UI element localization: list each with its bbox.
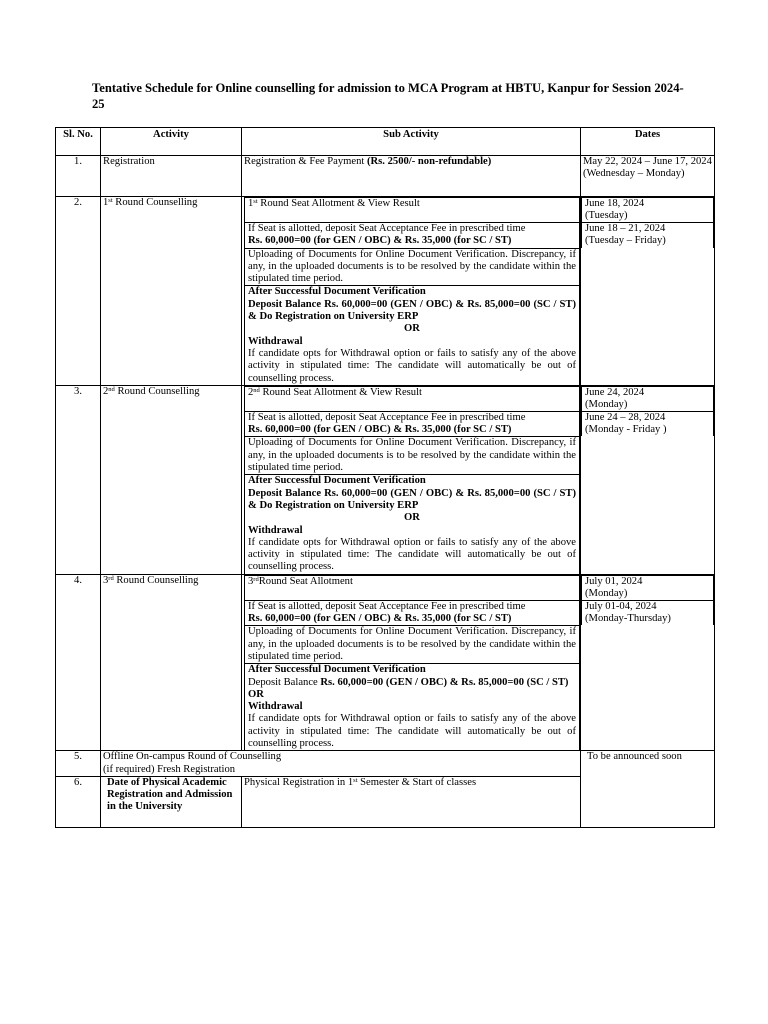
dates-cell	[581, 197, 715, 386]
sub-activity-verification: After Successful Document Verification Deposit Balance Rs. 60,000=00 (GEN / OBC) & Rs. 85,000=00 (SC / ST) & Do Registration on University ERP OR Withdrawal If candidate opts for Withdrawal option or fails to satisfy any of the above activity in stipulated time: The candidate will automatically be out of counselling process.	[244, 475, 580, 574]
sub-activity-cell	[242, 156, 581, 197]
dates-cell	[581, 385, 715, 574]
sub-activity-text: Registration & Fee Payment	[244, 156, 367, 167]
header-sub-activity: Sub Activity	[242, 128, 581, 156]
table-row	[56, 197, 715, 386]
sub-activity-verification: After Successful Document Verification Deposit Balance Rs. 60,000=00 (GEN / OBC) & Rs. 85,000=00 (SC / ST) & Do Registration on University ERP OR Withdrawal If candidate opts for Withdrawal option or fails to satisfy any of the above activity in stipulated time: The candidate will automatically be out of counselling process.	[244, 286, 580, 385]
activity-cell: Offline On-campus Round of Counselling (if required) Fresh Registration	[101, 751, 581, 777]
sl-no: 4.	[56, 574, 101, 751]
header-sl-no: Sl. No.	[56, 128, 101, 156]
dates-cell	[581, 574, 715, 751]
table-row	[56, 574, 715, 751]
sub-activity-cell	[242, 385, 581, 574]
sub-activity-verification: After Successful Document Verification Deposit Balance Rs. 60,000=00 (GEN / OBC) & Rs. 85,000=00 (SC / ST) OR Withdrawal If candidate opts for Withdrawal option or fails to satisfy any of the above activity in stipulated time: The candidate will automatically be out of counselling process.	[244, 664, 580, 751]
fee-amount: (Rs. 2500/- non-refundable)	[367, 156, 492, 167]
sub-activity-document-upload: Uploading of Documents for Online Document Verification. Discrepancy, if any, in the uploaded documents is to be resolved by the candidate within the stipulated time period.	[244, 626, 580, 664]
table-row	[56, 385, 715, 574]
date-window: June 18 – 21, 2024 (Tuesday – Friday)	[581, 223, 714, 248]
activity-cell: 1st Round Counselling	[101, 197, 242, 386]
sub-activity-seat-acceptance: If Seat is allotted, deposit Seat Acceptance Fee in prescribed time Rs. 60,000=00 (for GEN / OBC) & Rs. 35,000 (for SC / ST)	[244, 601, 580, 627]
schedule-table	[55, 127, 715, 828]
table-row	[56, 751, 715, 777]
sl-no: 3.	[56, 385, 101, 574]
date-window: June 24 – 28, 2024 (Monday - Friday )	[581, 412, 714, 437]
sub-activity-seat-acceptance: If Seat is allotted, deposit Seat Acceptance Fee in prescribed time Rs. 60,000=00 (for GEN / OBC) & Rs. 35,000 (for SC / ST)	[244, 223, 580, 249]
header-dates: Dates	[581, 128, 715, 156]
dates-cell: To be announced soon	[581, 751, 715, 828]
header-activity: Activity	[101, 128, 242, 156]
table-header-row	[56, 128, 715, 156]
sub-activity-cell	[242, 197, 581, 386]
activity-cell: Date of Physical Academic Registration and Admission in the University	[101, 776, 242, 827]
sub-activity-cell: Physical Registration in 1st Semester & Start of classes	[242, 776, 581, 827]
activity-cell: Registration	[101, 156, 242, 197]
activity-cell: 2nd Round Counselling	[101, 385, 242, 574]
sub-activity-seat-allotment: 1st Round Seat Allotment & View Result	[244, 197, 580, 223]
date-seat-allotment: June 24, 2024 (Monday)	[581, 386, 714, 412]
sub-activity-cell	[242, 574, 581, 751]
sub-activity-seat-acceptance: If Seat is allotted, deposit Seat Acceptance Fee in prescribed time Rs. 60,000=00 (for GEN / OBC) & Rs. 35,000 (for SC / ST)	[244, 412, 580, 438]
sl-no: 6.	[56, 776, 101, 827]
sl-no: 5.	[56, 751, 101, 777]
sub-activity-document-upload: Uploading of Documents for Online Document Verification. Discrepancy, if any, in the uploaded documents is to be resolved by the candidate within the stipulated time period.	[244, 437, 580, 475]
table-row	[56, 156, 715, 197]
sl-no: 2.	[56, 197, 101, 386]
activity-cell: 3rd Round Counselling	[101, 574, 242, 751]
date-window: July 01-04, 2024 (Monday-Thursday)	[581, 601, 714, 626]
sl-no: 1.	[56, 156, 101, 197]
sub-activity-seat-allotment: 3rdRound Seat Allotment	[244, 575, 580, 601]
sub-activity-document-upload: Uploading of Documents for Online Document Verification. Discrepancy, if any, in the uploaded documents is to be resolved by the candidate within the stipulated time period.	[244, 249, 580, 287]
date-seat-allotment: June 18, 2024 (Tuesday)	[581, 197, 714, 223]
date-seat-allotment: July 01, 2024 (Monday)	[581, 575, 714, 601]
dates-cell: May 22, 2024 – June 17, 2024 (Wednesday – Monday)	[581, 156, 715, 197]
page-title: Tentative Schedule for Online counselling for admission to MCA Program at HBTU, Kanpur for Session 2024-25	[92, 81, 684, 111]
sub-activity-seat-allotment: 2nd Round Seat Allotment & View Result	[244, 386, 580, 412]
